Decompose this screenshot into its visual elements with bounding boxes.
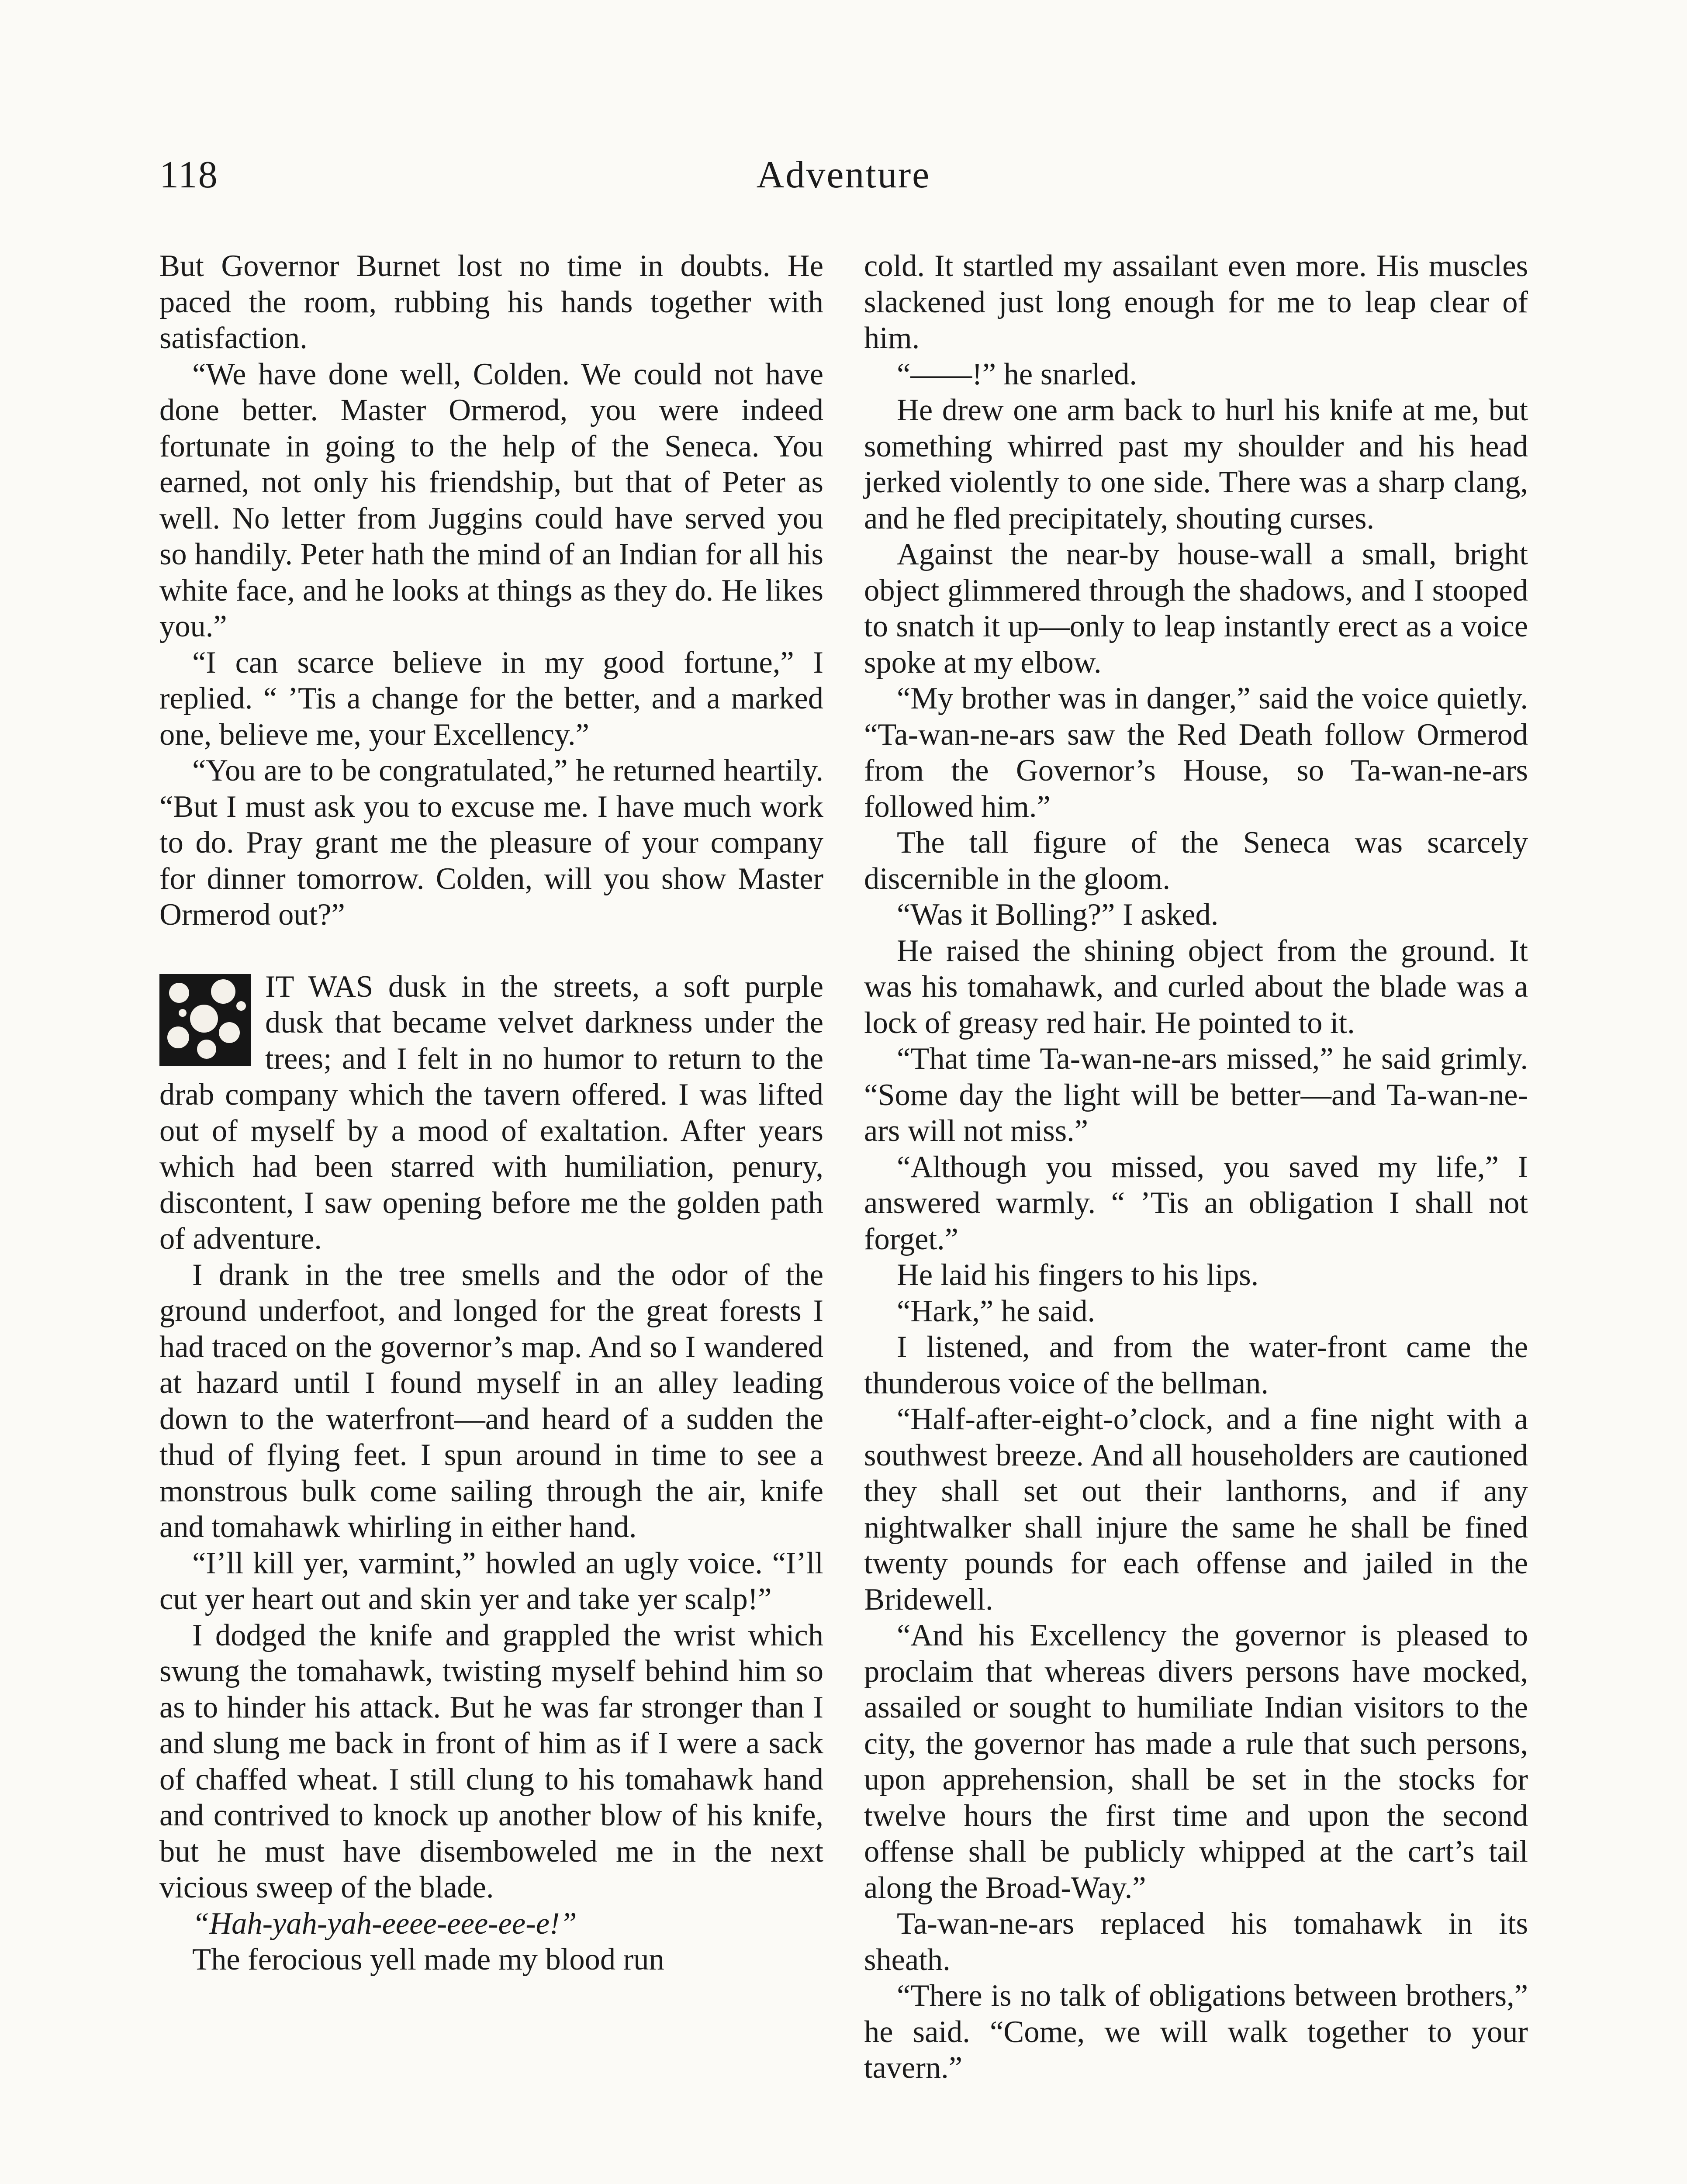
paragraph: The tall figure of the Seneca was scarcely discernible in the gloom. bbox=[864, 826, 1528, 896]
paragraph: But Governor Burnet lost no time in doubts. He paced the room, rubbing his hands together with satisfaction. bbox=[159, 249, 823, 355]
paragraph: “There is no talk of obligations between brothers,” he said. “Come, we will walk together to your tavern.” bbox=[864, 1979, 1528, 2085]
paragraph: cold. It startled my assailant even more. His muscles slackened just long enough for me to leap clear of him. bbox=[864, 249, 1528, 355]
paragraph: “My brother was in danger,” said the voice quietly. “Ta-wan-ne-ars saw the Red Death follow Ormerod from the Governor’s House, so Ta-wan-ne-ars followed him.” bbox=[864, 681, 1528, 824]
paragraph: “We have done well, Colden. We could not have done better. Master Ormerod, you were indeed fortunate in going to the help of the Seneca. You earned, not only his friendship, but that of Peter as well. No letter from Juggins could have served you so handily. Peter hath the mind of an Indian for all his white face, and he looks at things as they do. He likes you.” bbox=[159, 357, 823, 643]
paragraph: “Half-after-eight-o’clock, and a fine night with a southwest breeze. And all householders are cautioned they shall set out their lanthorns, and if any nightwalker shall injure the same he shall be fined twenty pounds for each offense and jailed in the Bridewell. bbox=[864, 1402, 1528, 1617]
paragraph: “And his Excellency the governor is pleased to proclaim that whereas divers persons have mocked, assailed or sought to humiliate Indian visitors to the city, the governor has made a rule that such persons, upon apprehension, shall be set in the stocks for twelve hours the first time and upon the second offense shall be publicly whipped at the cart’s tail along the Broad-Way.” bbox=[864, 1618, 1528, 1905]
ornamental-drop-cap-icon bbox=[159, 974, 251, 1066]
paragraph: I dodged the knife and grappled the wrist which swung the tomahawk, twisting myself behind him so as to hinder his attack. But he was far stronger than I and slung me back in front of him as if I were a sack of chaffed wheat. I still clung to his tomahawk hand and contrived to knock up another blow of his knife, but he must have disemboweled me in the next vicious sweep of the blade. bbox=[159, 1618, 823, 1904]
paragraph: I drank in the tree smells and the odor of the ground underfoot, and longed for the great forests I had traced on the governor’s map. And so I wandered at hazard until I found myself in an alley leading down to the waterfront—and heard of a sudden the thud of flying feet. I spun around in time to see a monstrous bulk come sailing through the air, knife and tomahawk whirling in either hand. bbox=[159, 1258, 823, 1544]
paragraph: “——!” he snarled. bbox=[897, 357, 1137, 391]
page-header bbox=[0, 0, 1687, 227]
paragraph: “That time Ta-wan-ne-ars missed,” he said grimly. “Some day the light will be better—and Ta-wan-ne-ars will not miss.” bbox=[864, 1042, 1528, 1148]
paragraph: “Hark,” he said. bbox=[897, 1294, 1096, 1328]
right-column bbox=[864, 248, 1528, 2086]
paragraph: He laid his fingers to his lips. bbox=[897, 1258, 1259, 1292]
paragraph: He drew one arm back to hurl his knife at me, but something whirred past my shoulder and his head jerked violently to one side. There was a sharp clang, and he fled precipitately, shouting curses. bbox=[864, 393, 1528, 536]
paragraph: He raised the shining object from the ground. It was his tomahawk, and curled about the blade was a lock of greasy red hair. He pointed to it. bbox=[864, 933, 1528, 1040]
paragraph: “I’ll kill yer, varmint,” howled an ugly voice. “I’ll cut yer heart out and skin yer and take yer scalp!” bbox=[159, 1546, 823, 1616]
paragraph: “You are to be congratulated,” he returned heartily. “But I must ask you to excuse me. I have much work to do. Pray grant me the pleasure of your company for dinner tomorrow. Colden, will you show Master Ormerod out?” bbox=[159, 753, 823, 932]
paragraph: Ta-wan-ne-ars replaced his tomahawk in its sheath. bbox=[864, 1907, 1528, 1977]
paragraph: I listened, and from the water-front came the thunderous voice of the bellman. bbox=[864, 1330, 1528, 1400]
page-number: 118 bbox=[159, 154, 218, 196]
paragraph-text: IT WAS dusk in the streets, a soft purple dusk that became velvet darkness under the trees; and I felt in no humor to return to the drab company which the tavern offered. I was lifted out of myself by a mood of exaltation. After years which had been starred with humiliation, penury, discontent, I saw opening before me the golden path of adventure. bbox=[159, 969, 823, 1256]
paragraph-yell: “Hah-yah-yah-eeee-eee-ee-e!” bbox=[192, 1906, 577, 1941]
left-column bbox=[159, 248, 823, 1978]
paragraph: The ferocious yell made my blood run bbox=[192, 1942, 664, 1977]
running-title: Adventure bbox=[756, 154, 931, 196]
paragraph: “Although you missed, you saved my life,” I answered warmly. “ ’Tis an obligation I shall not forget.” bbox=[864, 1150, 1528, 1256]
paragraph: “Was it Bolling?” I asked. bbox=[897, 898, 1219, 932]
paragraph: Against the near-by house-wall a small, bright object glimmered through the shadows, and I stooped to snatch it up—only to leap instantly erect as a voice spoke at my elbow. bbox=[864, 537, 1528, 680]
section-break bbox=[159, 933, 823, 969]
paragraph-with-dropcap bbox=[159, 969, 823, 1257]
paragraph: “I can scarce believe in my good fortune,” I replied. “ ’Tis a change for the better, and a marked one, believe me, your Excellency.” bbox=[159, 645, 823, 752]
